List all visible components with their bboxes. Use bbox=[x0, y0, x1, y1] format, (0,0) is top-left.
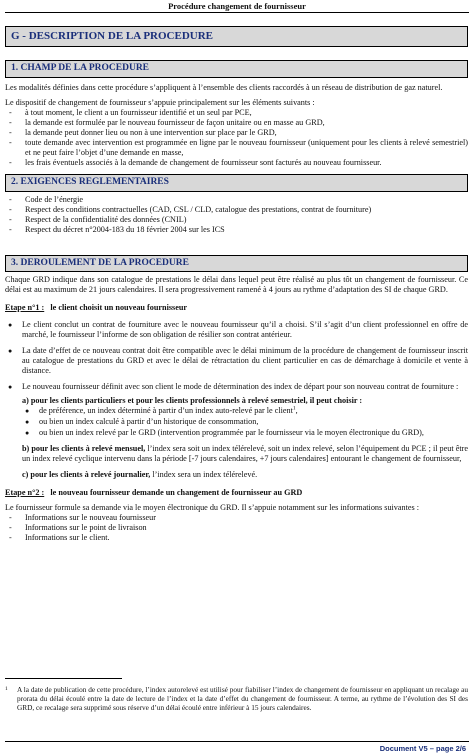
bullet-icon: ● bbox=[8, 383, 13, 392]
list-item: - toute demande avec intervention est programmée en ligne par le nouveau fournisseur (uniquement pour les clients à relevé semestriel) et ne peut faire l’objet d’une demande en masse, bbox=[9, 137, 468, 157]
s3-list-2 bbox=[5, 513, 468, 543]
running-header: Procédure changement de fournisseur bbox=[168, 1, 306, 11]
list-item: - la demande est formulée par le nouveau fournisseur de façon unitaire ou en masse au GRD, bbox=[9, 117, 325, 127]
list-item: - Code de l’énergie bbox=[9, 194, 84, 204]
etape-1-title: le client choisit un nouveau fournisseur bbox=[50, 303, 188, 313]
footnote-rule bbox=[5, 678, 122, 679]
page-footer: Document V5 – page 2/6 bbox=[379, 744, 466, 753]
footnote-text: A la date de publication de cette procédure, l’index autorelevé est utilisé pour fiabiliser l’index de changement de fournisseur en appliquant un recalage au prorata du délai écoulé entre la date de lecture de l’index et la date d’effet du changement de fournisseur. A terme, au rythme de l’évolution des SI des GRD, ce recalage sera supprimé sous réserve d’un délai écoulé entre inférieur à 15 jours calendaires. bbox=[17, 685, 468, 712]
case-a-list bbox=[5, 406, 468, 439]
etape-2-title: le nouveau fournisseur demande un changement de fournisseur au GRD bbox=[50, 488, 303, 498]
etape-2-heading bbox=[5, 488, 468, 498]
etape-1-heading bbox=[5, 303, 468, 313]
bullet-item: ● Le nouveau fournisseur définit avec son client le mode de détermination des index de départ pour son nouveau contrat de fourniture : bbox=[5, 382, 468, 393]
section-2-title: 2. EXIGENCES REGLEMENTAIRES bbox=[5, 174, 468, 192]
bullet-item: ● Le client conclut un contrat de fourniture avec le nouveau fournisseur qu’il a choisi. S’il s’agit d’un client professionnel en offre de marché, le fournisseur l’informe de son obligation de résilier son contrat antérieur. bbox=[5, 320, 468, 340]
list-item: - Informations sur le nouveau fournisseur bbox=[9, 513, 156, 523]
s1-paragraph-2: Le dispositif de changement de fournisseur s’appuie principalement sur les éléments suivants : bbox=[5, 97, 315, 107]
bullet-item: ● La date d’effet de ce nouveau contrat doit être compatible avec le délai minimum de la procédure de changement de fournisseur inscrit au catalogue de prestations du GRD et avec le délai de rétractation du client particulier en cas de démarchage à domicile et vente à distance. bbox=[5, 346, 468, 376]
list-item: ● de préférence, un index déterminé à partir d’un index auto-relevé par le client$^1$, bbox=[22, 406, 468, 417]
list-item: ● ou bien un index relevé par le GRD (intervention programmée par le fournisseur via le moyen électronique du GRD), bbox=[22, 428, 468, 439]
footnote-ref[interactable]: 1 bbox=[292, 405, 296, 412]
list-item: - Informations sur le point de livraison bbox=[9, 523, 147, 533]
list-item: - les frais éventuels associés à la demande de changement de fournisseur sont facturés au nouveau fournisseur. bbox=[9, 157, 382, 167]
section-1-title: 1. CHAMP DE LA PROCEDURE bbox=[5, 60, 468, 78]
etape-1-label: Etape n°1 : bbox=[5, 303, 45, 313]
list-item: - Respect de la confidentialité des données (CNIL) bbox=[9, 214, 187, 224]
list-item: - Respect des conditions contractuelles (CAD, CSL / CLD, catalogue des prestations, contrat de fourniture) bbox=[9, 204, 372, 214]
list-item: - Informations sur le client. bbox=[9, 533, 110, 543]
s3-paragraph-2: Le fournisseur formule sa demande via le moyen électronique du GRD. Il s’appuie notamment sur les informations suivantes : bbox=[5, 503, 420, 513]
list-item: - la demande peut donner lieu ou non à une intervention sur place par le GRD, bbox=[9, 127, 277, 137]
list-item: ● ou bien un index calculé à partir d’un historique de consommation, bbox=[22, 417, 468, 428]
list-item: - Respect du décret n°2004-183 du 18 février 2004 sur les ICS bbox=[9, 224, 225, 234]
section-3-title: 3. DEROULEMENT DE LA PROCEDURE bbox=[5, 255, 468, 273]
section-g-title: G - DESCRIPTION DE LA PROCEDURE bbox=[5, 26, 468, 47]
s1-paragraph-1: Les modalités définies dans cette procédure s’appliquent à l’ensemble des clients raccordés à un réseau de distribution de gaz naturel. bbox=[5, 82, 443, 92]
bullet-icon: ● bbox=[25, 429, 30, 438]
bullet-icon: ● bbox=[8, 321, 13, 330]
main-content bbox=[5, 26, 468, 543]
etape-2-label: Etape n°2 : bbox=[5, 488, 45, 498]
s3-paragraph-1: Chaque GRD indique dans son catalogue de prestations le délai dans lequel peut être réalisé au plus tôt un changement de fournisseur. Ce délai est au maximum de 21 jours calendaires. Il sera progressivement ramené à 4 jours au rythme d’adaptation des SI de chaque GRD. bbox=[5, 275, 468, 295]
s1-list bbox=[5, 108, 468, 168]
case-a: a) pour les clients particuliers et pour les clients professionnels à relevé semestriel, il peut choisir : bbox=[22, 396, 363, 406]
header-rule bbox=[5, 12, 469, 13]
case-b: b) pour les clients à relevé mensuel, l’index sera soit un index télérelevé, soit un index relevé, selon l’équipement du PCE ; il peut être un index relevé cyclique intervenu dans la période [-7 jours calendaires, +7 jours calendaires] entourant le changement de fournisseur, bbox=[22, 444, 468, 464]
bullet-icon: ● bbox=[25, 407, 30, 416]
footnote-number: 1 bbox=[5, 686, 8, 692]
bullet-icon: ● bbox=[25, 418, 30, 427]
footer-rule bbox=[5, 741, 469, 742]
s2-list bbox=[5, 195, 468, 235]
list-item: - à tout moment, le client a un fournisseur identifié et un seul par PCE, bbox=[9, 107, 252, 117]
bullet-icon: ● bbox=[8, 347, 13, 356]
case-c: c) pour les clients à relevé journalier, l’index sera un index télérelevé. bbox=[22, 470, 258, 480]
footnote bbox=[5, 686, 468, 712]
